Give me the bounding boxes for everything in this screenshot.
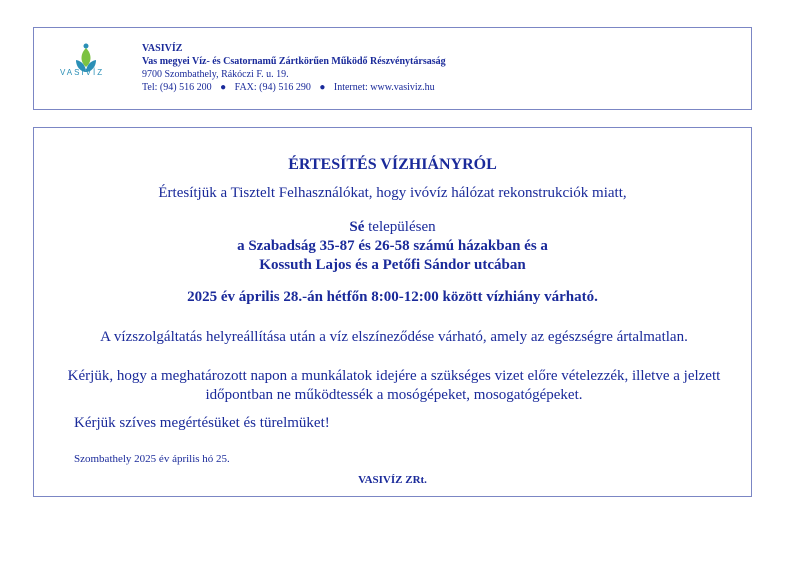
company-full-name: Vas megyei Víz- és Csatornamű Zártkörűen Működő Részvénytársaság [142, 56, 446, 67]
company-info [142, 42, 446, 94]
phone: Tel: (94) 516 200 [142, 82, 212, 93]
notice [33, 127, 752, 497]
notice-paragraph-2: Kérjük, hogy a meghatározott napon a munkálatok idejére a szükséges vizet előre vételezzék, illetve a jelzett időpontban ne működtessék a mosógépeket, mosogatógépeket. [67, 368, 721, 403]
separator-bullet: ● [220, 82, 227, 93]
location-line-1 [34, 218, 751, 237]
notice-title: ÉRTESÍTÉS VÍZHIÁNYRÓL [288, 156, 497, 173]
separator-bullet: ● [319, 82, 326, 93]
letterhead [33, 27, 752, 110]
notice-paragraph-1: A vízszolgáltatás helyreállítása után a víz elszíneződése várható, amely az egészségre ártalmatlan. [100, 329, 688, 345]
company-contact [142, 81, 446, 94]
notice-location [34, 218, 751, 275]
company-address: 9700 Szombathely, Rákóczi F. u. 19. [142, 69, 289, 80]
location-line-2: a Szabadság 35-87 és 26-58 számú házakban és a [237, 238, 548, 254]
logo-wordmark: VASIVÍZ [60, 68, 105, 77]
notice-signature: VASIVÍZ ZRt. [358, 474, 427, 486]
fax: FAX: (94) 516 290 [234, 82, 311, 93]
notice-intro: Értesítjük a Tisztelt Felhasználókat, hogy ivóvíz hálózat rekonstrukciók miatt, [158, 185, 627, 201]
notice-date: Szombathely 2025 év április hó 25. [74, 453, 230, 465]
website[interactable]: Internet: www.vasiviz.hu [333, 82, 435, 93]
notice-thanks: Kérjük szíves megértésüket és türelmüket! [74, 415, 330, 431]
notice-when: 2025 év április 28.-án hétfőn 8:00-12:00 között vízhiány várható. [187, 289, 598, 305]
location-suffix: településen [364, 219, 436, 235]
location-place: Sé [349, 219, 365, 235]
company-name: VASIVÍZ [142, 43, 183, 54]
location-line-3: Kossuth Lajos és a Petőfi Sándor utcában [259, 257, 526, 273]
